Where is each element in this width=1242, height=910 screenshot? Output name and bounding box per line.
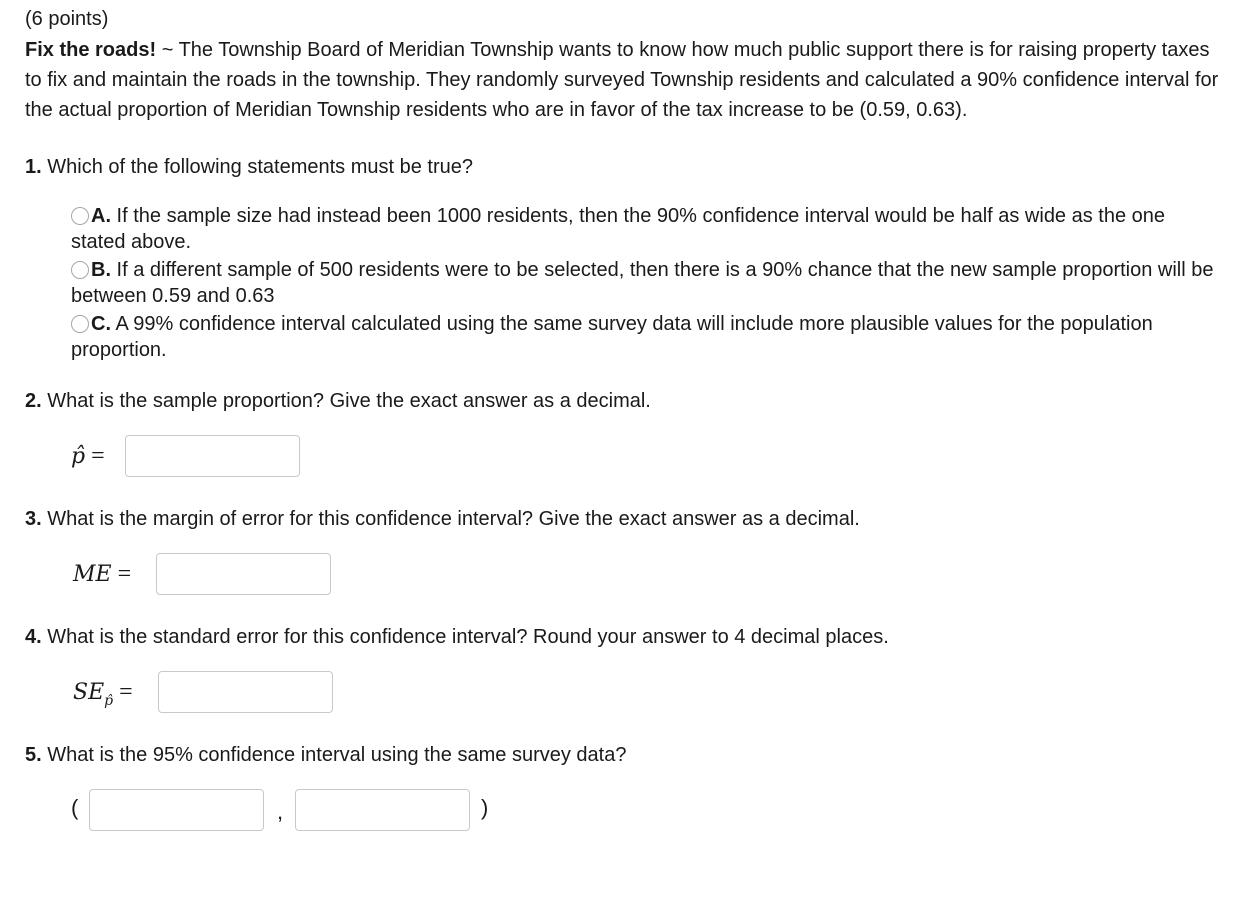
option-c-letter: C. bbox=[91, 313, 111, 335]
se-label bbox=[73, 679, 133, 709]
question-1-number: 1. bbox=[25, 156, 42, 178]
option-b[interactable] bbox=[71, 257, 1216, 309]
equals-sign: = bbox=[91, 443, 105, 469]
comma-separator: , bbox=[277, 799, 284, 824]
title-separator: ~ bbox=[156, 39, 179, 61]
ci-lower-input[interactable] bbox=[89, 789, 264, 831]
question-5-answer-row bbox=[71, 785, 1225, 845]
ci-upper-input[interactable] bbox=[295, 789, 470, 831]
question-5-number: 5. bbox=[25, 744, 42, 766]
question-4-text: What is the standard error for this confidence interval? Round your answer to 4 decimal places. bbox=[41, 626, 889, 648]
points-label: (6 points) bbox=[25, 8, 109, 30]
question-page bbox=[25, 6, 1225, 845]
question-4-number: 4. bbox=[25, 626, 42, 648]
se-subscript: p̂ bbox=[104, 693, 114, 709]
question-4 bbox=[25, 623, 1225, 651]
standard-error-input[interactable] bbox=[158, 671, 333, 713]
problem-title: Fix the roads! bbox=[25, 39, 157, 61]
question-2-number: 2. bbox=[25, 390, 42, 412]
question-2 bbox=[25, 387, 1225, 415]
option-b-letter: B. bbox=[91, 259, 111, 281]
option-c-radio[interactable] bbox=[71, 315, 89, 333]
margin-of-error-input[interactable] bbox=[156, 553, 331, 595]
option-a[interactable] bbox=[71, 203, 1216, 255]
equals-sign: = bbox=[119, 679, 133, 705]
question-2-answer-row bbox=[71, 431, 1225, 491]
sample-proportion-input[interactable] bbox=[125, 435, 300, 477]
question-3 bbox=[25, 505, 1225, 533]
p-hat-symbol: p̂ bbox=[71, 444, 86, 469]
me-symbol: ME bbox=[73, 562, 112, 587]
equals-sign: = bbox=[117, 561, 132, 587]
problem-intro bbox=[25, 35, 1220, 125]
question-3-text: What is the margin of error for this confidence interval? Give the exact answer as a decimal. bbox=[41, 508, 860, 530]
option-a-radio[interactable] bbox=[71, 207, 89, 225]
p-hat-label bbox=[71, 443, 105, 470]
option-a-text: If the sample size had instead been 1000 residents, then the 90% confidence interval would be half as wide as the one stated above. bbox=[71, 205, 1166, 253]
question-3-answer-row bbox=[71, 549, 1225, 609]
question-4-answer-row bbox=[71, 667, 1225, 727]
close-paren: ) bbox=[481, 795, 489, 820]
option-b-radio[interactable] bbox=[71, 261, 89, 279]
problem-text: The Township Board of Meridian Township wants to know how much public support there is for raising property taxes to fix and maintain the roads in the township. They randomly surveyed Township residents and calculated a 90% confidence interval for the actual proportion of Meridian Township residents who are in favor of the tax increase to be (0.59, 0.63). bbox=[25, 39, 1219, 121]
question-5 bbox=[25, 741, 1225, 769]
me-label bbox=[73, 561, 131, 588]
open-paren: ( bbox=[71, 795, 79, 820]
option-b-text: If a different sample of 500 residents were to be selected, then there is a 90% chance that the new sample proportion will be between 0.59 and 0.63 bbox=[71, 259, 1214, 307]
question-1-options bbox=[71, 203, 1216, 363]
option-c-text: A 99% confidence interval calculated using the same survey data will include more plausible values for the population proportion. bbox=[71, 313, 1153, 361]
question-1 bbox=[25, 153, 1225, 181]
question-5-text: What is the 95% confidence interval using the same survey data? bbox=[41, 744, 627, 766]
question-3-number: 3. bbox=[25, 508, 42, 530]
option-a-letter: A. bbox=[91, 205, 111, 227]
question-1-text: Which of the following statements must be true? bbox=[41, 156, 474, 178]
se-symbol: SE bbox=[73, 680, 105, 705]
option-c[interactable] bbox=[71, 311, 1216, 363]
question-2-text: What is the sample proportion? Give the exact answer as a decimal. bbox=[41, 390, 651, 412]
